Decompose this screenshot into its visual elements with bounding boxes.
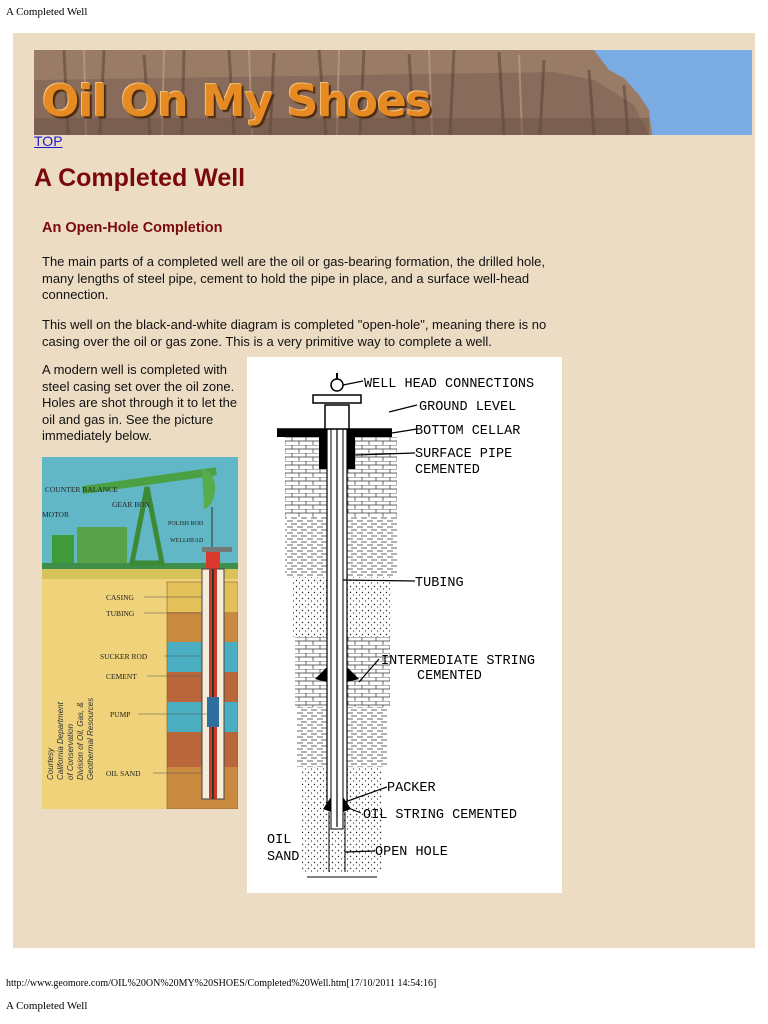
label-casing: CASING: [106, 593, 134, 602]
label-tubing: TUBING: [415, 576, 464, 591]
credit-line-1: Courtesy: [46, 747, 55, 780]
pump-jack-figure: [42, 457, 238, 809]
credit-line-5: Geothermal Resources: [86, 697, 95, 780]
label-sucker-rod: SUCKER ROD: [100, 652, 148, 661]
label-surface-pipe: SURFACE PIPE: [415, 447, 513, 462]
label-oil: OIL: [267, 833, 292, 848]
credit-line-4: Division of Oil, Gas, &: [76, 702, 85, 780]
site-logo-title: Oil On My Shoes: [42, 76, 431, 127]
open-hole-well-diagram: [247, 357, 562, 893]
label-well-head-connections: WELL HEAD CONNECTIONS: [364, 377, 535, 392]
label-oil-string-cemented: OIL STRING CEMENTED: [363, 808, 517, 823]
label-surface-pipe-cemented: CEMENTED: [415, 463, 480, 478]
label-intermediate-cemented: CEMENTED: [417, 669, 482, 684]
label-counter-balance: COUNTER BALANCE: [45, 485, 118, 494]
label-bottom-cellar: BOTTOM CELLAR: [415, 424, 521, 439]
label-pump: PUMP: [110, 710, 131, 719]
label-gear-box: GEAR BOX: [112, 500, 151, 509]
label-intermediate-string: INTERMEDIATE STRING: [381, 654, 535, 669]
site-banner: [34, 50, 752, 135]
credit-line-2: California Department: [56, 702, 65, 780]
label-motor: MOTOR: [42, 510, 69, 519]
label-polish-rod: POLISH ROD: [168, 521, 204, 527]
label-wellhead: WELLHEAD: [170, 538, 204, 544]
paragraph-open-hole: This well on the black-and-white diagram is completed "open-hole", meaning there is no casing over the oil or gas zone. This is a very primitive way to complete a well.: [42, 317, 547, 349]
label-packer: PACKER: [387, 781, 436, 796]
label-oil-sand: OIL SAND: [106, 769, 141, 778]
label-open-hole: OPEN HOLE: [375, 845, 448, 860]
content-panel: [13, 33, 755, 948]
label-ground-level: GROUND LEVEL: [419, 400, 517, 415]
label-tubing: TUBING: [106, 609, 135, 618]
print-footer-title: A Completed Well: [6, 1000, 88, 1012]
credit-line-3: of Conservation: [66, 723, 75, 780]
page-title: A Completed Well: [34, 164, 246, 192]
paragraph-main-parts: The main parts of a completed well are the oil or gas-bearing formation, the drilled hole, many lengths of steel pipe, cement to hold the pipe in place, and a surface well-head connection.: [42, 254, 545, 302]
label-cement: CEMENT: [106, 672, 137, 681]
paragraph-modern-well: A modern well is completed with steel casing set over the oil zone. Holes are shot through it to let the oil and gas in. See the picture immediately below.: [42, 362, 238, 443]
section-subtitle: An Open-Hole Completion: [42, 220, 223, 236]
print-footer-url: http://www.geomore.com/OIL%20ON%20MY%20SHOES/Completed%20Well.htm[17/10/2011 14:54:16]: [6, 978, 437, 989]
top-link[interactable]: TOP: [34, 133, 63, 149]
label-sand: SAND: [267, 850, 300, 865]
print-header-title: A Completed Well: [6, 6, 88, 18]
